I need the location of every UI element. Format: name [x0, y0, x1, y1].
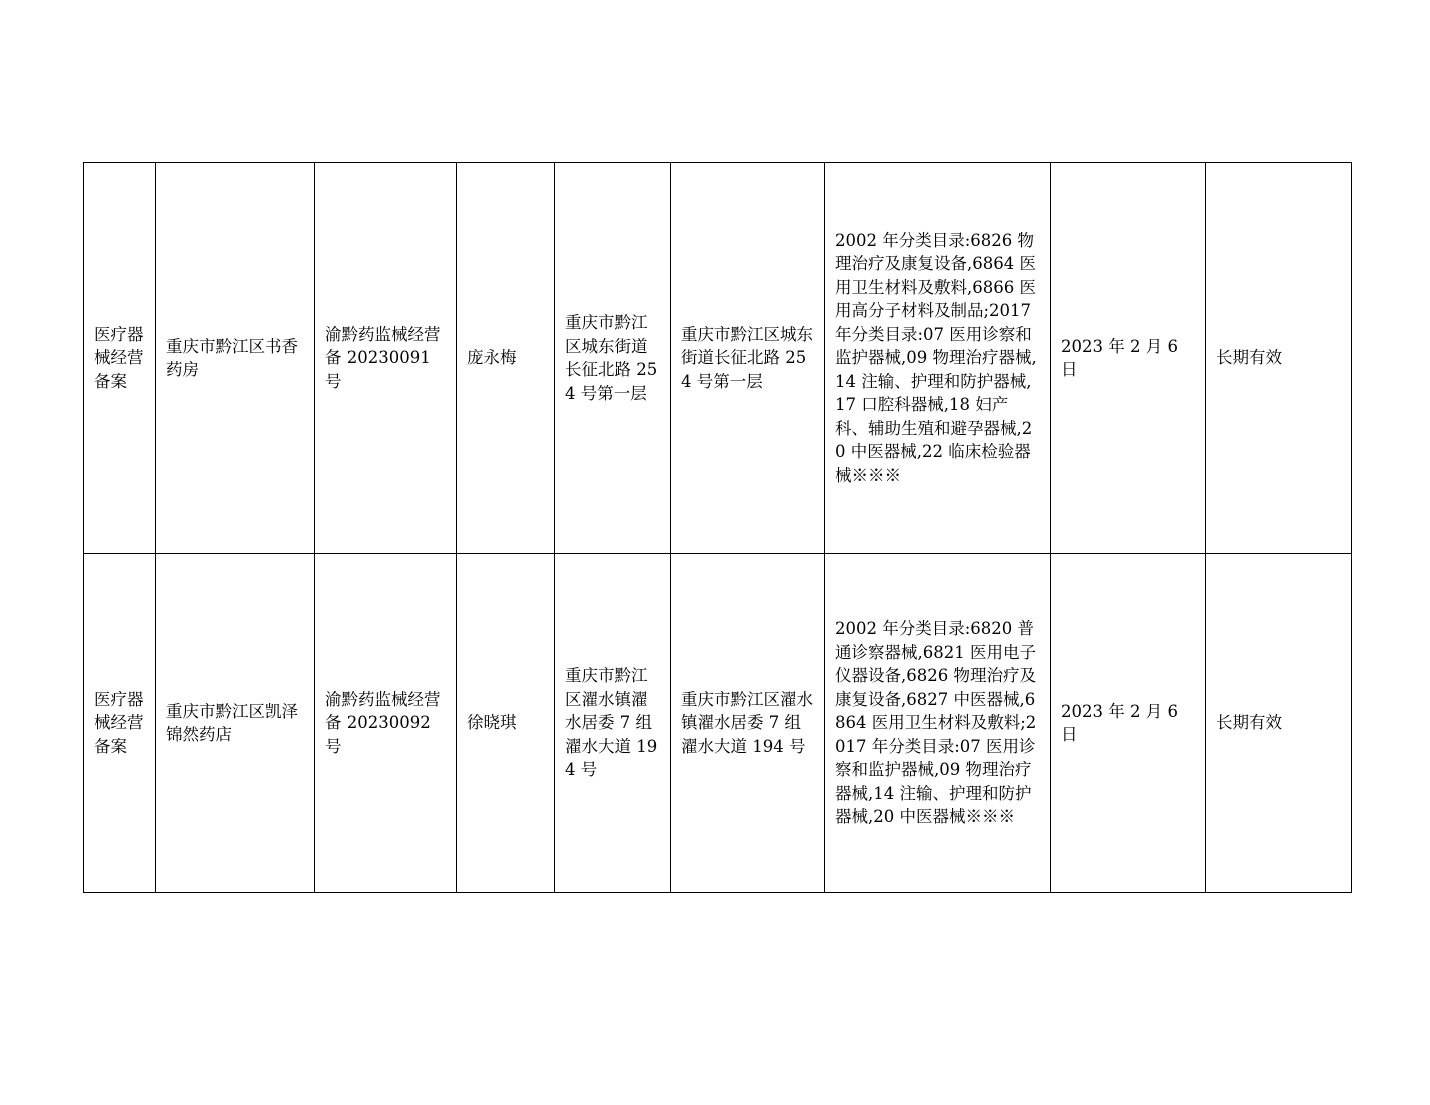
record-date-cell: 2023 年 2 月 6 日 [1051, 163, 1206, 554]
business-address-cell: 重庆市黔江区濯水镇濯水居委 7 组濯水大道 194 号 [555, 554, 671, 893]
company-name-cell: 重庆市黔江区凯泽锦然药店 [156, 554, 315, 893]
responsible-person-cell: 徐晓琪 [457, 554, 555, 893]
validity-cell: 长期有效 [1206, 554, 1352, 893]
records-table [83, 162, 1352, 893]
business-address-cell: 重庆市黔江区城东街道长征北路 254 号第一层 [555, 163, 671, 554]
record-date-cell: 2023 年 2 月 6 日 [1051, 554, 1206, 893]
business-scope-cell: 2002 年分类目录:6826 物理治疗及康复设备,6864 医用卫生材料及敷料,6866 医用高分子材料及制品;2017 年分类目录:07 医用诊察和监护器械,09 物理治疗器械,14 注输、护理和防护器械,17 口腔科器械,18 妇产科、辅助生殖和避孕器械,20 中医器械,22 临床检验器械※※※ [825, 163, 1051, 554]
record-type-cell: 医疗器械经营备案 [84, 163, 156, 554]
record-number-cell: 渝黔药监械经营备 20230091 号 [315, 163, 457, 554]
table-row [84, 163, 1352, 554]
record-type-cell: 医疗器械经营备案 [84, 554, 156, 893]
business-scope-cell: 2002 年分类目录:6820 普通诊察器械,6821 医用电子仪器设备,6826 物理治疗及康复设备,6827 中医器械,6864 医用卫生材料及敷料;2017 年分类目录:07 医用诊察和监护器械,09 物理治疗器械,14 注输、护理和防护器械,20 中医器械※※※ [825, 554, 1051, 893]
table-row [84, 554, 1352, 893]
responsible-person-cell: 庞永梅 [457, 163, 555, 554]
validity-cell: 长期有效 [1206, 163, 1352, 554]
record-number-cell: 渝黔药监械经营备 20230092 号 [315, 554, 457, 893]
warehouse-address-cell: 重庆市黔江区濯水镇濯水居委 7 组濯水大道 194 号 [671, 554, 825, 893]
warehouse-address-cell: 重庆市黔江区城东街道长征北路 254 号第一层 [671, 163, 825, 554]
company-name-cell: 重庆市黔江区书香药房 [156, 163, 315, 554]
